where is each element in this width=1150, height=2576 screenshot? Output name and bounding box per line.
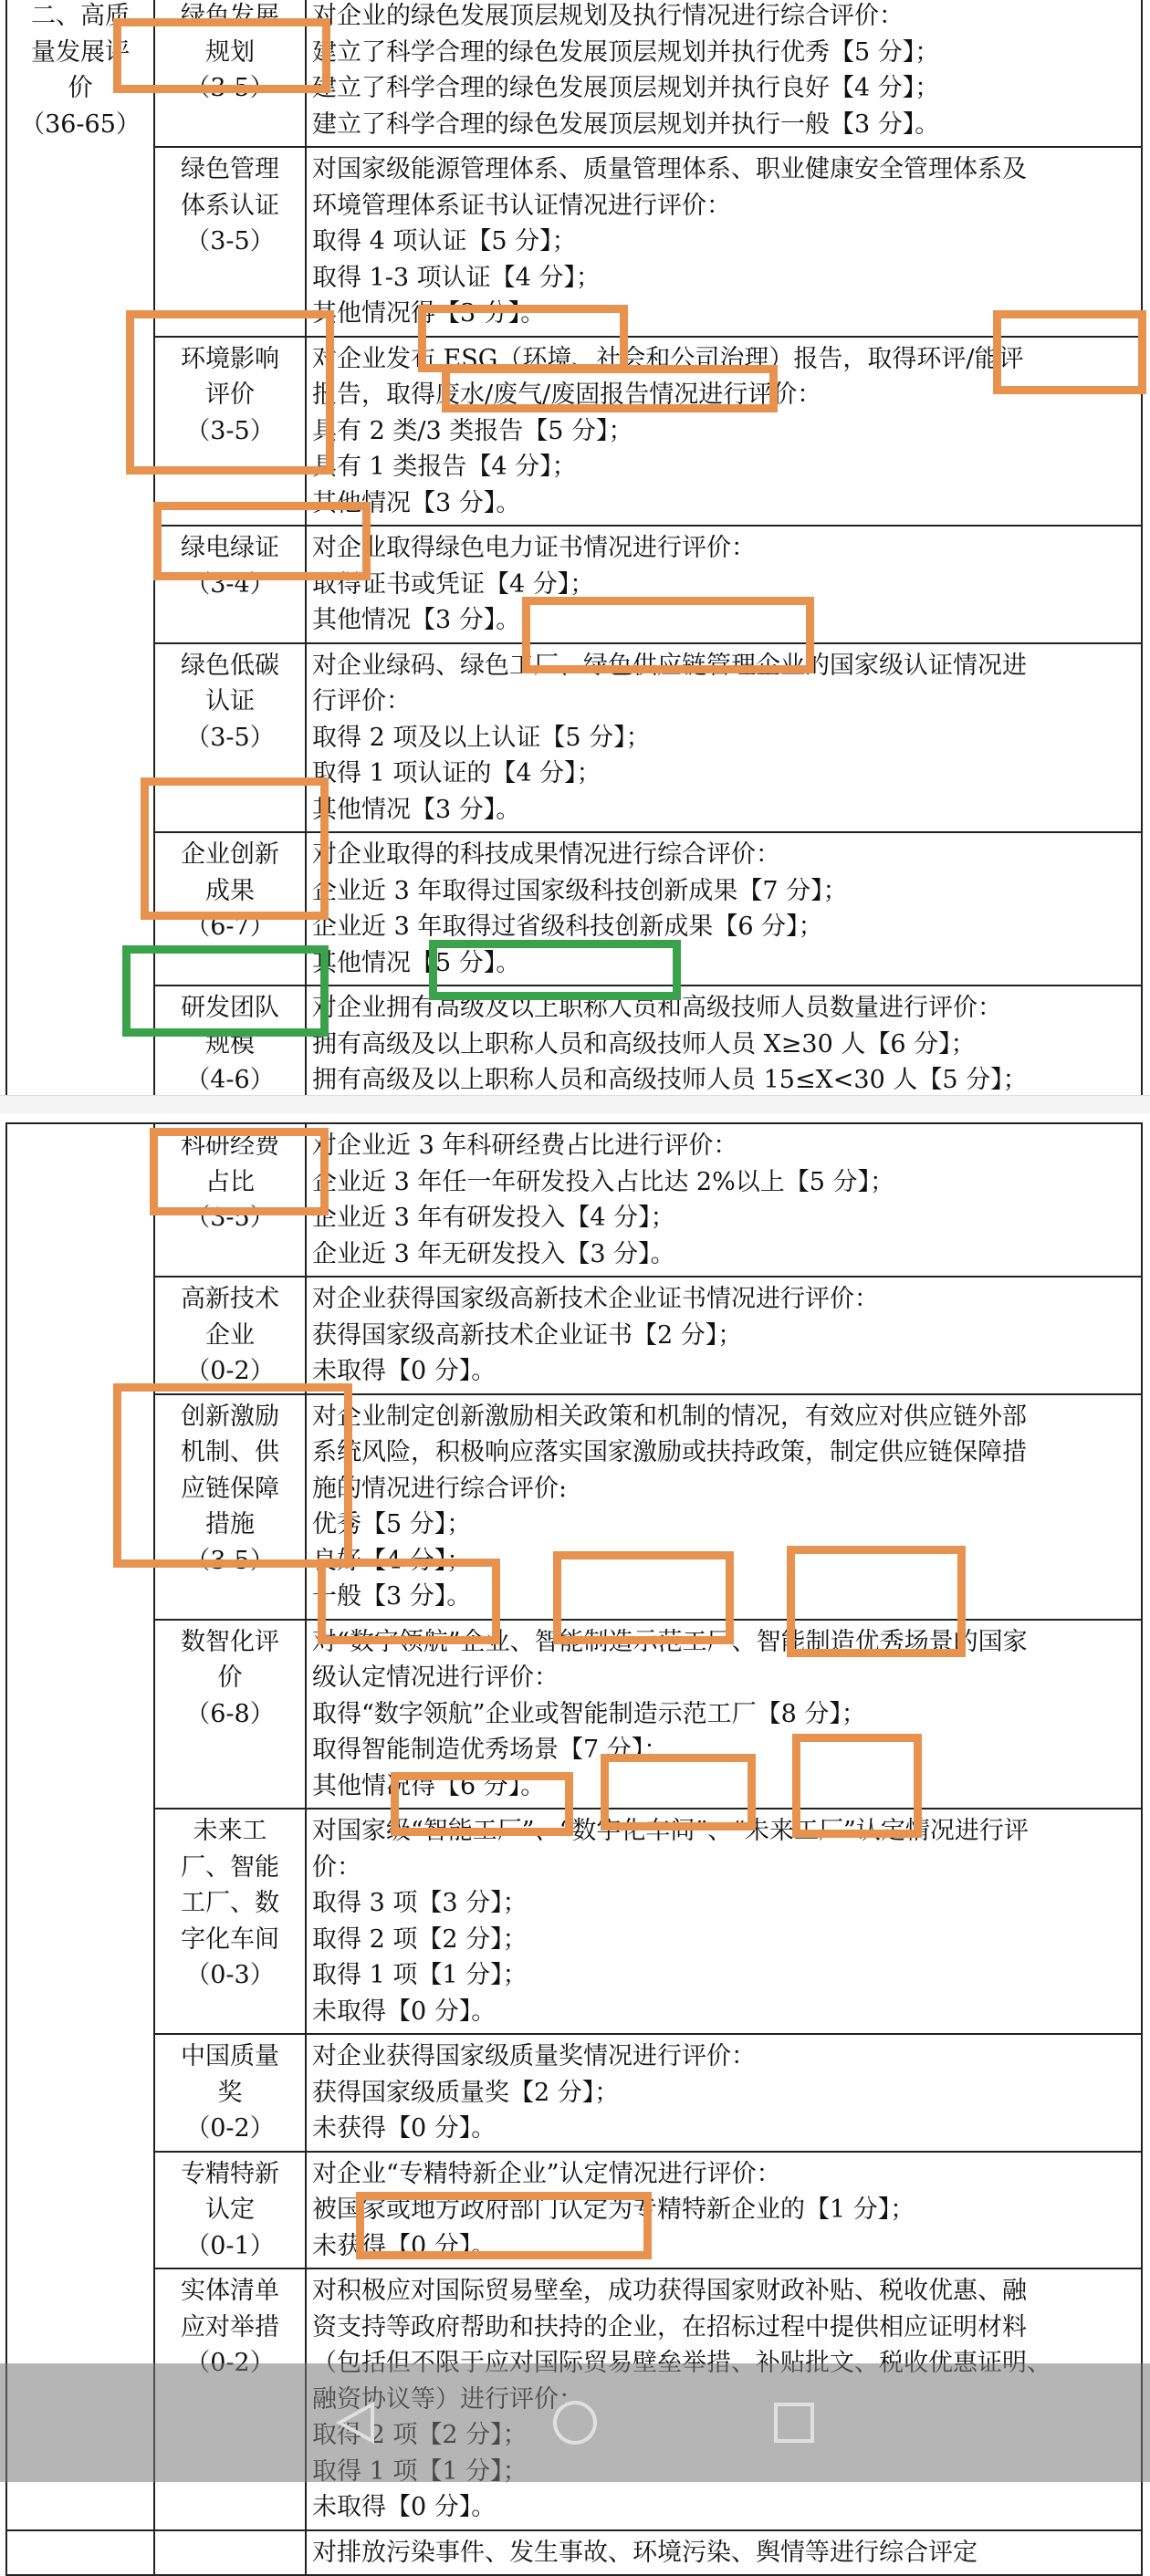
criteria-row bbox=[6, 1620, 1142, 1809]
criteria-row bbox=[6, 1394, 1142, 1620]
description-line: 获得国家级质量奖【2 分】； bbox=[312, 2078, 620, 2107]
description-line: 未取得【0 分】。 bbox=[312, 1357, 497, 1385]
criterion-name-line: 工厂、数 bbox=[181, 1889, 279, 1917]
category-title-line: 量发展评 bbox=[31, 37, 130, 67]
criterion-description-cell bbox=[306, 526, 1142, 643]
description-line: 对企业取得绿色电力证书情况进行评价： bbox=[312, 534, 756, 562]
criterion-name-cell bbox=[154, 2034, 306, 2152]
description-line: 企业近 3 年取得过国家级科技创新成果【7 分】； bbox=[312, 876, 848, 905]
description-line: 对企业取得的科技成果情况进行综合评价： bbox=[312, 840, 780, 869]
criteria-row bbox=[6, 2034, 1142, 2152]
criterion-name-line: 奖 bbox=[217, 2078, 243, 2107]
criterion-description-cell bbox=[306, 1620, 1142, 1809]
criterion-name-line: 规模 bbox=[205, 1029, 255, 1059]
description-line: 未获得【0 分】。 bbox=[312, 2231, 497, 2260]
criteria-row bbox=[6, 526, 1142, 643]
description-line: 其他情况得【3 分】。 bbox=[312, 299, 546, 328]
description-line: 其他情况【3 分】。 bbox=[312, 795, 521, 824]
description-line: 对企业的绿色发展顶层规划及执行情况进行综合评价： bbox=[312, 2, 904, 30]
criterion-name-line: 占比 bbox=[205, 1167, 255, 1196]
criterion-description-cell bbox=[306, 337, 1142, 527]
criterion-name-line: 专精特新 bbox=[181, 2159, 279, 2188]
criteria-row bbox=[6, 147, 1142, 337]
description-line: 级认定情况进行评价： bbox=[312, 1663, 559, 1692]
description-line: 取得证书或凭证【4 分】； bbox=[312, 569, 595, 599]
criterion-name-line: 评价 bbox=[205, 381, 255, 409]
criterion-name-line: 成果 bbox=[205, 876, 255, 905]
criterion-description-cell bbox=[306, 0, 1142, 147]
document-page-1 bbox=[0, 0, 1150, 1095]
criterion-name-line: 应对举措 bbox=[181, 2312, 279, 2341]
criterion-name-cell bbox=[154, 1277, 306, 1394]
criterion-name-line: 绿电绿证 bbox=[181, 534, 279, 562]
category-cell bbox=[6, 0, 154, 1139]
recents-square-icon[interactable] bbox=[767, 2395, 821, 2450]
criterion-name-line: 认定 bbox=[205, 2195, 255, 2224]
criterion-name-line: 规划 bbox=[205, 37, 255, 67]
criterion-name-line: 价 bbox=[217, 1663, 243, 1692]
criterion-name-line: （3-5） bbox=[185, 416, 275, 445]
blank-cell bbox=[6, 2530, 154, 2576]
criterion-name-line: 科研经费 bbox=[181, 1132, 279, 1160]
criterion-description-cell bbox=[306, 1809, 1142, 2034]
criterion-name-cell bbox=[154, 0, 306, 147]
description-line: 行评价： bbox=[312, 687, 411, 715]
description-line: 建立了科学合理的绿色发展顶层规划并执行良好【4 分】； bbox=[312, 74, 940, 102]
criterion-description-cell bbox=[306, 2530, 1142, 2576]
criteria-row bbox=[6, 337, 1142, 527]
criterion-name-cell bbox=[154, 526, 306, 643]
criterion-name-line: （3-5） bbox=[185, 227, 275, 256]
description-line: 未获得【0 分】。 bbox=[312, 2114, 497, 2143]
criterion-description-cell bbox=[306, 2152, 1142, 2269]
description-line: 建立了科学合理的绿色发展顶层规划并执行优秀【5 分】； bbox=[312, 37, 940, 67]
criterion-description-cell bbox=[306, 1123, 1142, 1277]
criterion-description-cell bbox=[306, 1394, 1142, 1620]
criterion-name-line: （3-5） bbox=[185, 1204, 275, 1232]
criterion-name-line: 企业 bbox=[205, 1320, 255, 1350]
description-line: 取得 3 项【3 分】； bbox=[312, 1889, 528, 1917]
description-line: 对企业获得国家级质量奖情况进行评价： bbox=[312, 2042, 756, 2070]
description-line: 取得智能制造优秀场景【7 分】； bbox=[312, 1736, 669, 1764]
criterion-name-line: （6-7） bbox=[185, 913, 275, 941]
description-line: 企业近 3 年无研发投入【3 分】。 bbox=[312, 1239, 675, 1268]
criterion-name-line: 环境影响 bbox=[181, 344, 279, 373]
description-line: 具有 1 类报告【4 分】； bbox=[312, 453, 577, 481]
description-line: 对企业拥有高级及以上职称人员和高级技师人员数量进行评价： bbox=[312, 994, 1002, 1022]
criterion-name-line: 字化车间 bbox=[181, 1924, 279, 1954]
criteria-row bbox=[6, 1277, 1142, 1394]
criterion-name-line: 绿色低碳 bbox=[181, 651, 279, 680]
criterion-description-cell bbox=[306, 2034, 1142, 2152]
description-line: 取得 1-3 项认证【4 分】； bbox=[312, 263, 601, 292]
criterion-name-line: 厂、智能 bbox=[181, 1852, 279, 1882]
description-line: 拥有高级及以上职称人员和高级技师人员 X≥30 人【6 分】； bbox=[312, 1029, 976, 1059]
criterion-name-line: 绿色管理 bbox=[181, 155, 279, 183]
description-line: 系统风险，积极响应落实国家激励或扶持政策，制定供应链保障措 bbox=[312, 1438, 1027, 1466]
criteria-row bbox=[6, 1809, 1142, 2034]
system-navigation-bar bbox=[0, 2363, 1150, 2482]
description-line: 优秀【5 分】； bbox=[312, 1510, 472, 1538]
criteria-row bbox=[6, 643, 1142, 833]
description-line: 企业近 3 年有研发投入【4 分】； bbox=[312, 1204, 675, 1232]
criterion-name-cell bbox=[154, 1123, 306, 1277]
criterion-description-cell bbox=[306, 147, 1142, 337]
criterion-name-cell bbox=[154, 1394, 306, 1620]
blank-cell bbox=[154, 2530, 306, 2576]
description-line: 取得 2 项及以上认证【5 分】； bbox=[312, 723, 651, 752]
description-line: 对企业近 3 年科研经费占比进行评价： bbox=[312, 1132, 738, 1160]
criterion-name-line: 数智化评 bbox=[181, 1627, 279, 1656]
description-line: 施的情况进行综合评价: bbox=[312, 1474, 568, 1503]
criterion-description-cell bbox=[306, 1277, 1142, 1394]
description-line: 取得 4 项认证【5 分】； bbox=[312, 227, 577, 256]
criterion-description-cell bbox=[306, 832, 1142, 986]
criteria-row bbox=[6, 2152, 1142, 2269]
description-line: 对企业获得国家级高新技术企业证书情况进行评价： bbox=[312, 1285, 879, 1313]
criterion-name-cell bbox=[154, 2152, 306, 2269]
description-line: 获得国家级高新技术企业证书【2 分】； bbox=[312, 1320, 743, 1350]
criterion-name-line: 未来工 bbox=[193, 1817, 267, 1845]
description-line: 对企业“专精特新企业”认定情况进行评价： bbox=[312, 2159, 781, 2188]
description-line: 被国家或地方政府部门认定为专精特新企业的【1 分】； bbox=[312, 2195, 915, 2224]
criterion-name-line: （0-1） bbox=[185, 2231, 275, 2260]
criterion-name-line: 体系认证 bbox=[181, 191, 279, 220]
description-line: 环境管理体系证书认证情况进行评价： bbox=[312, 191, 731, 220]
description-line: 取得 2 项【2 分】； bbox=[312, 1924, 528, 1954]
criterion-name-cell bbox=[154, 147, 306, 337]
criterion-name-line: 中国质量 bbox=[181, 2042, 279, 2070]
criterion-name-line: （3-4） bbox=[185, 569, 275, 599]
criterion-name-line: （0-2） bbox=[185, 2114, 275, 2143]
criterion-name-cell bbox=[154, 337, 306, 527]
description-line: 报告，取得废水/废气/废固报告情况进行评价： bbox=[312, 381, 822, 409]
criteria-row bbox=[6, 0, 1142, 147]
criterion-name-cell bbox=[154, 643, 306, 833]
evaluation-table-2 bbox=[5, 1122, 1143, 2576]
criterion-name-line: （3-5） bbox=[185, 723, 275, 752]
criterion-name-line: 研发团队 bbox=[181, 994, 279, 1022]
criterion-name-line: 机制、供 bbox=[181, 1438, 279, 1466]
document-page-2 bbox=[0, 1113, 1150, 2567]
description-line: 取得 1 项【1 分】； bbox=[312, 1961, 528, 1989]
criterion-name-line: 企业创新 bbox=[181, 840, 279, 869]
description-line: 对企业制定创新激励相关政策和机制的情况，有效应对供应链外部 bbox=[312, 1402, 1027, 1431]
description-line: 对国家级能源管理体系、质量管理体系、职业健康安全管理体系及 bbox=[312, 155, 1027, 183]
criteria-row-cutoff bbox=[6, 2530, 1142, 2576]
description-line: 其他情况【5 分】。 bbox=[312, 948, 521, 977]
category-title-line: 价 bbox=[68, 74, 93, 102]
description-line: 具有 2 类/3 类报告【5 分】； bbox=[312, 416, 633, 445]
criteria-row bbox=[6, 1123, 1142, 1277]
description-line: 未取得【0 分】。 bbox=[312, 1997, 497, 2026]
back-triangle-icon[interactable] bbox=[329, 2395, 383, 2450]
description-line: 对国家级“智能工厂”、“数字化车间”、“未来工厂”认定情况进行评 bbox=[312, 1817, 1029, 1845]
description-line: 建立了科学合理的绿色发展顶层规划并执行一般【3 分】。 bbox=[312, 110, 940, 139]
evaluation-table-1 bbox=[5, 0, 1143, 1140]
criterion-name-line: 应链保障 bbox=[181, 1474, 279, 1503]
criterion-name-cell bbox=[154, 832, 306, 986]
description-line: 资支持等政府帮助和扶持的企业，在招标过程中提供相应证明材料 bbox=[312, 2312, 1027, 2341]
description-line: 对企业发布 ESG（环境、社会和公司治理）报告，取得环评/能评 bbox=[312, 344, 1024, 373]
criterion-name-line: 实体清单 bbox=[181, 2277, 279, 2305]
criterion-description-cell bbox=[306, 643, 1142, 833]
description-line: 对积极应对国际贸易壁垒，成功获得国家财政补贴、税收优惠、融 bbox=[312, 2277, 1027, 2305]
criterion-name-line: 措施 bbox=[205, 1510, 255, 1538]
category-cell bbox=[6, 1123, 154, 2530]
home-circle-icon[interactable] bbox=[548, 2395, 602, 2450]
description-line: 企业近 3 年取得过省级科技创新成果【6 分】； bbox=[312, 913, 823, 941]
category-title-line: （36-65） bbox=[20, 110, 141, 139]
criterion-name-line: （0-2） bbox=[185, 1357, 275, 1385]
description-line: 企业近 3 年任一年研发投入占比达 2%以上【5 分】； bbox=[312, 1167, 895, 1196]
description-line: 取得 1 项认证的【4 分】； bbox=[312, 759, 601, 787]
criterion-name-line: 创新激励 bbox=[181, 1402, 279, 1431]
criterion-name-line: （0-3） bbox=[185, 1961, 275, 1989]
criterion-name-line: （6-8） bbox=[185, 1699, 275, 1728]
criterion-name-line: （3-5） bbox=[185, 74, 275, 102]
description-line: 未取得【0 分】。 bbox=[312, 2493, 497, 2521]
criterion-name-line: （4-6） bbox=[185, 1066, 275, 1094]
description-line: 拥有高级及以上职称人员和高级技师人员 15≤X<30 人【5 分】； bbox=[312, 1066, 1028, 1094]
criterion-name-line: 绿色发展 bbox=[181, 2, 279, 30]
description-line: 对企业绿码、绿色工厂、绿色供应链管理企业的国家级认证情况进 bbox=[312, 651, 1027, 680]
category-title-line: 二、高质 bbox=[31, 2, 130, 30]
criteria-row bbox=[6, 832, 1142, 986]
description-line: 对“数字领航”企业、智能制造示范工厂、智能制造优秀场景的国家 bbox=[312, 1627, 1028, 1656]
criterion-name-line: 认证 bbox=[205, 687, 255, 715]
description-line: 其他情况【3 分】。 bbox=[312, 488, 521, 517]
description-line: 良好【4 分】； bbox=[312, 1546, 472, 1575]
description-line: 其他情况得【6 分】。 bbox=[312, 1771, 546, 1800]
criterion-name-cell bbox=[154, 1620, 306, 1809]
description-line: 价： bbox=[312, 1852, 361, 1882]
description-line: 一般【3 分】。 bbox=[312, 1582, 472, 1611]
description-line: 对排放污染事件、发生事故、环境污染、舆情等进行综合评定 bbox=[312, 2538, 978, 2567]
criterion-name-line: 高新技术 bbox=[181, 1285, 279, 1313]
description-line: 取得“数字领航”企业或智能制造示范工厂【8 分】； bbox=[312, 1699, 866, 1728]
page-separator bbox=[0, 1095, 1150, 1115]
description-line: 其他情况【3 分】。 bbox=[312, 606, 521, 634]
criterion-name-cell bbox=[154, 1809, 306, 2034]
criterion-name-line: （3-5） bbox=[185, 1546, 275, 1575]
